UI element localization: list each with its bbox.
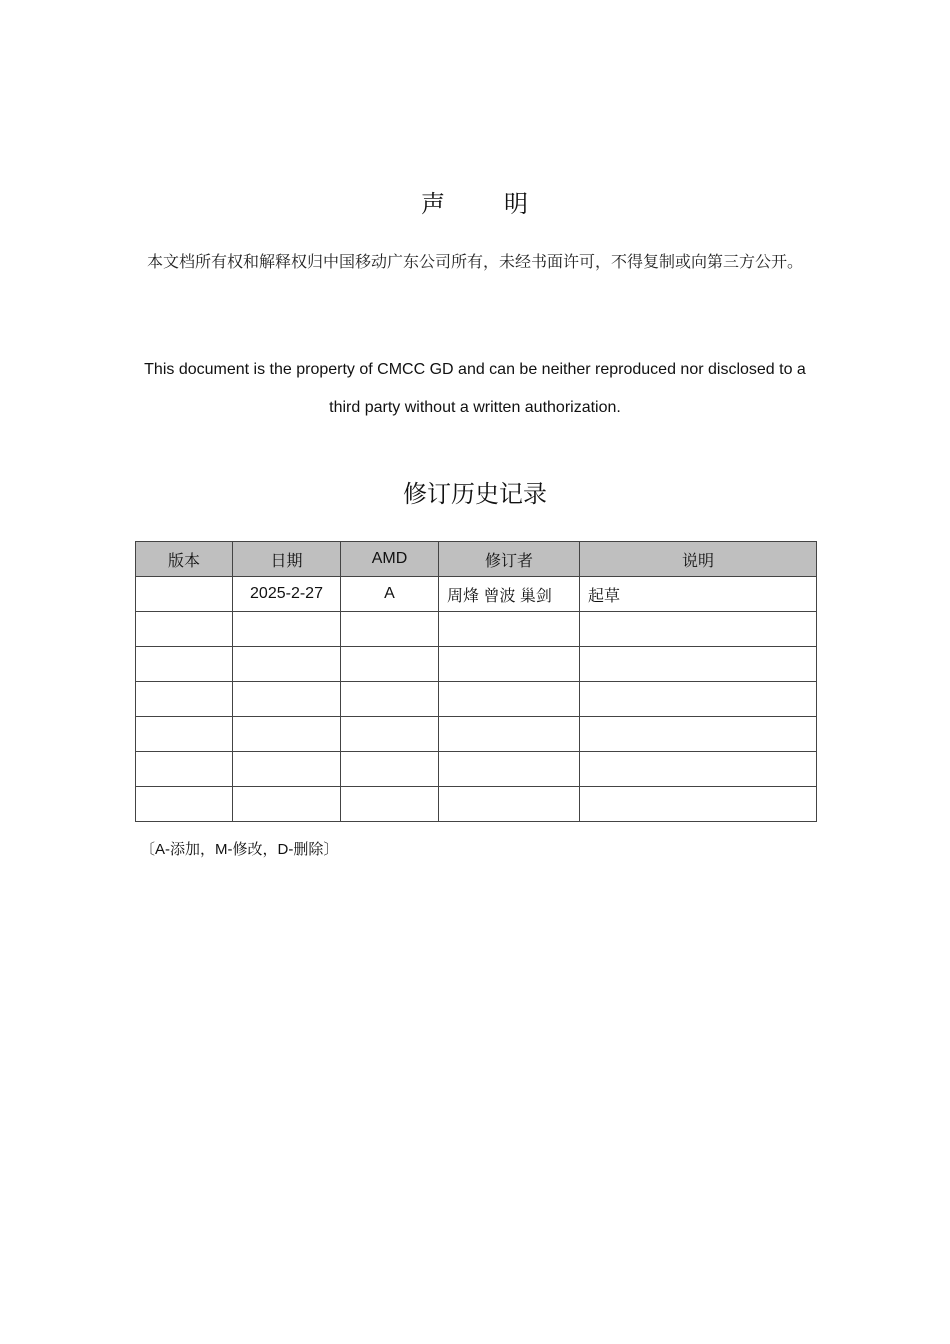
cell-date	[233, 752, 341, 787]
cell-date: 2025-2-27	[233, 577, 341, 612]
cell-amd	[341, 647, 439, 682]
cell-date	[233, 647, 341, 682]
cell-description: 起草	[580, 577, 817, 612]
cell-date	[233, 787, 341, 822]
table-row	[136, 647, 817, 682]
column-header-version: 版本	[136, 542, 233, 577]
cell-description	[580, 647, 817, 682]
table-row	[136, 612, 817, 647]
cell-date	[233, 682, 341, 717]
column-header-date: 日期	[233, 542, 341, 577]
cell-reviser	[439, 612, 580, 647]
cell-description	[580, 752, 817, 787]
declaration-chinese-text: 本文档所有权和解释权归中国移动广东公司所有，未经书面许可，不得复制或向第三方公开。	[146, 252, 803, 271]
declaration-english-text: This document is the property of CMCC GD and can be neither reproduced nor disclosed to a third party without a written authorization.	[144, 361, 806, 416]
cell-version	[136, 752, 233, 787]
revision-legend: 〔A-添加，M-修改，D-删除〕	[140, 841, 339, 858]
cell-reviser: 周烽 曾波 巢剑	[439, 577, 580, 612]
column-header-amd: AMD	[341, 542, 439, 577]
cell-version	[136, 717, 233, 752]
cell-reviser	[439, 787, 580, 822]
cell-version	[136, 787, 233, 822]
cell-version	[136, 647, 233, 682]
cell-description	[580, 612, 817, 647]
cell-version	[136, 682, 233, 717]
cell-description	[580, 787, 817, 822]
cell-reviser	[439, 752, 580, 787]
cell-amd	[341, 612, 439, 647]
cell-reviser	[439, 647, 580, 682]
cell-amd: A	[341, 577, 439, 612]
cell-version	[136, 577, 233, 612]
table-row	[136, 682, 817, 717]
cell-description	[580, 682, 817, 717]
table-header-row	[136, 542, 817, 577]
cell-reviser	[439, 717, 580, 752]
table-row	[136, 717, 817, 752]
declaration-title-left: 声	[421, 190, 446, 218]
cell-amd	[341, 787, 439, 822]
cell-amd	[341, 752, 439, 787]
cell-version	[136, 612, 233, 647]
declaration-title	[0, 184, 950, 219]
cell-description	[580, 717, 817, 752]
table-row	[136, 752, 817, 787]
cell-date	[233, 612, 341, 647]
cell-amd	[341, 717, 439, 752]
table-row	[136, 787, 817, 822]
cell-amd	[341, 682, 439, 717]
revision-history-table	[135, 541, 817, 822]
table-row	[136, 577, 817, 612]
cell-date	[233, 717, 341, 752]
cell-reviser	[439, 682, 580, 717]
declaration-title-right: 明	[504, 190, 529, 218]
column-header-reviser: 修订者	[439, 542, 580, 577]
revision-history-title: 修订历史记录	[403, 480, 547, 508]
column-header-description: 说明	[580, 542, 817, 577]
